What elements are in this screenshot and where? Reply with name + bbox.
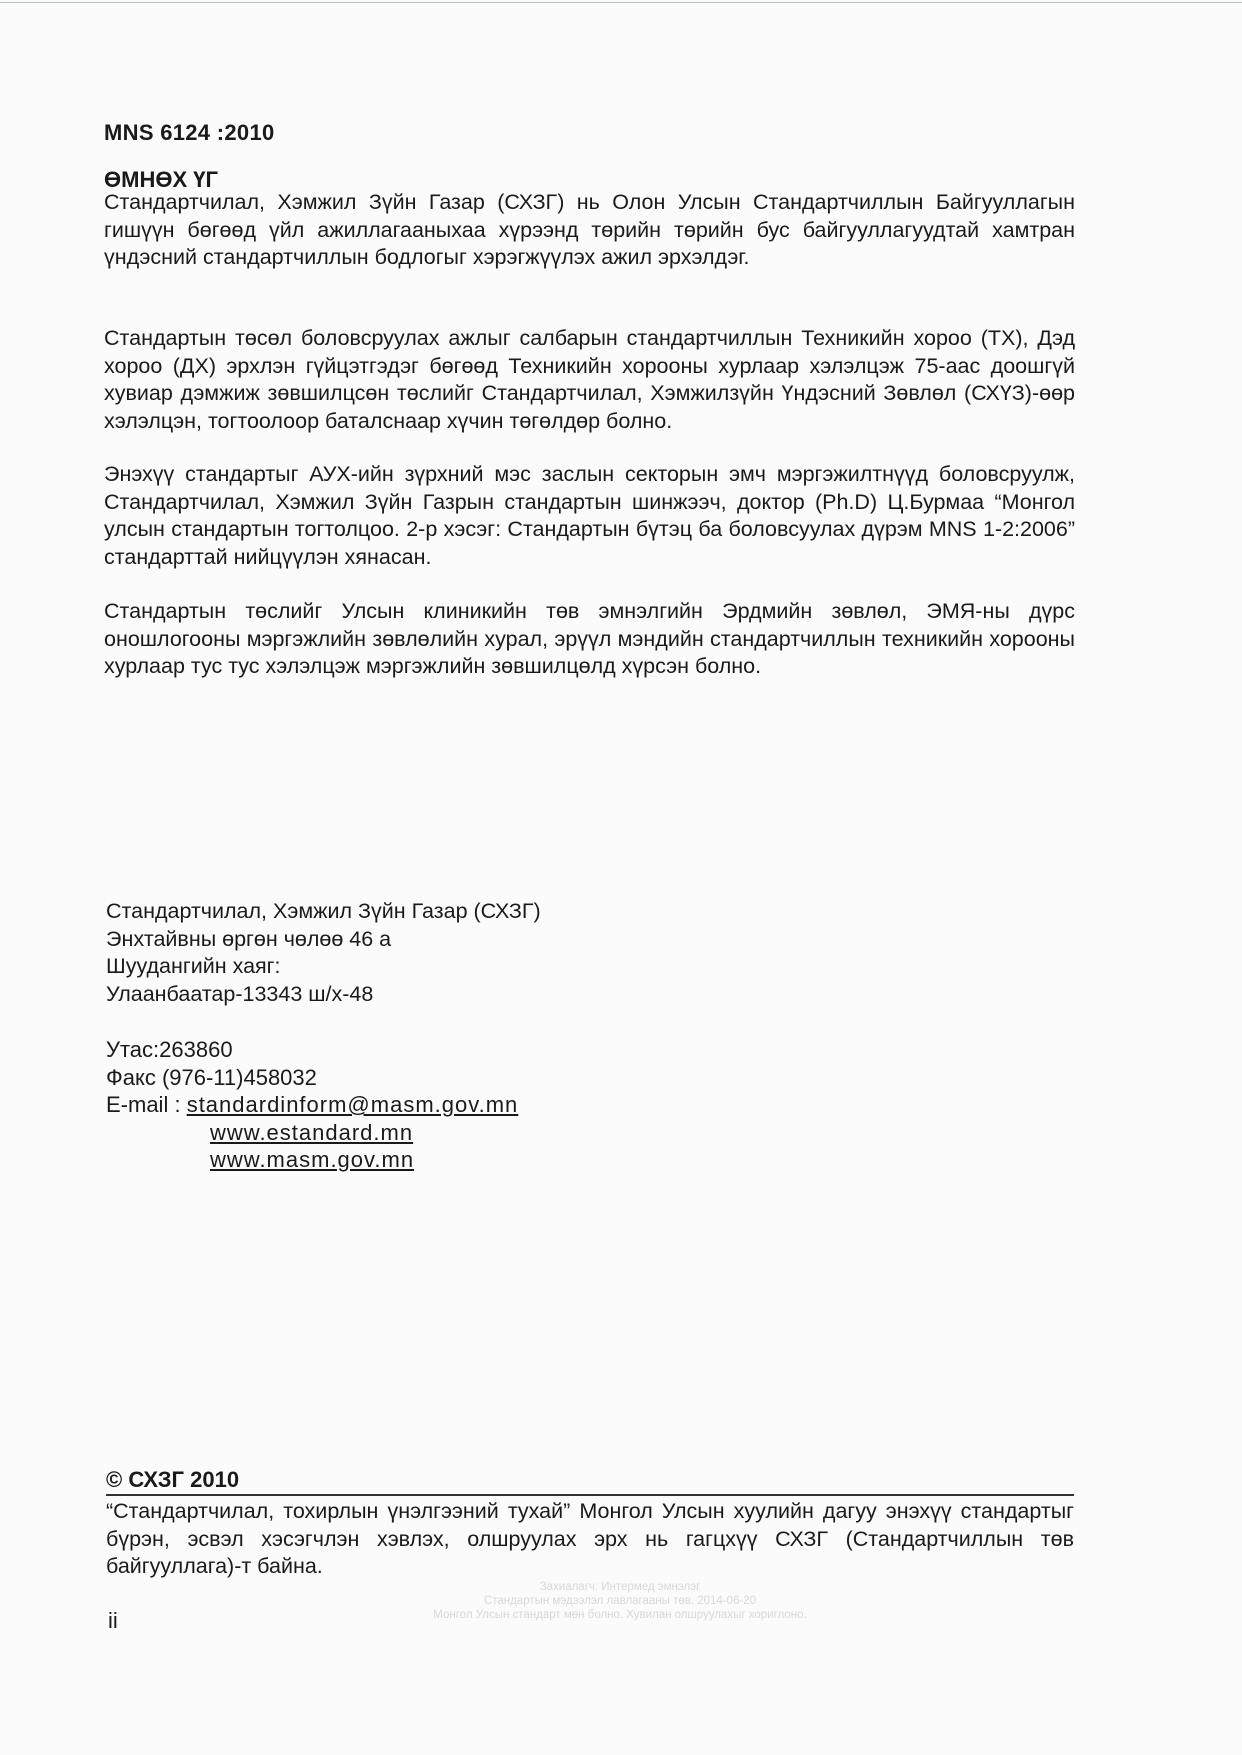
watermark-stamp <box>360 1580 880 1622</box>
address-line: Улаанбаатар-13343 ш/х-48 <box>106 981 374 1006</box>
address-line: Шуудангийн хаяг: <box>106 954 281 978</box>
email-label: E-mail : <box>106 1092 187 1117</box>
website-row <box>106 1146 518 1174</box>
phone-number: Утас:263860 <box>106 1037 233 1062</box>
page-number: ii <box>108 1608 118 1633</box>
foreword-paragraph: Стандартын төсөл боловсруулах ажлыг салбарын стандартчиллын Техникийн хороо (ТХ), Дэд хороо (ДХ) эрхлэн гүйцэтгэдэг бөгөөд Техникийн хорооны хурлаар хэлэлцэж 75-аас доошгүй хувиар дэмжиж зөвшилцсөн төслийг Стандартчилал, Хэмжилзүйн Үндэсний Зөвлөл (СХҮЗ)-өөр хэлэлцэн, тогтоолоор баталснаар хүчин төгөлдөр болно. <box>104 326 1075 433</box>
foreword-heading: ӨМНӨХ ҮГ <box>104 167 218 192</box>
foreword-paragraph: Стандартчилал, Хэмжил Зүйн Газар (СХЗГ) нь Олон Улсын Стандартчиллын Байгууллагын гишүүн бөгөөд үйл ажиллагааныхаа хүрээнд төрийн төрийн бус байгууллагуудтай хамтран үндэсний стандартчиллын бодлогыг хэрэгжүүлэх ажил эрхэлдэг. <box>104 190 1075 269</box>
foreword-paragraph: Стандартын төслийг Улсын клиникийн төв эмнэлгийн Эрдмийн зөвлөл, ЭМЯ-ны дүрс оношлогооны мэргэжлийн зөвлөлийн хурал, эрүүл мэндийн стандартчиллын техникийн хорооны хурлаар тус тус хэлэлцэж мэргэжлийн зөвшилцөлд хүрсэн болно. <box>104 599 1075 678</box>
email-link[interactable]: standardinform@masm.gov.mn <box>186 1092 519 1117</box>
watermark-line: Монгол Улсын стандарт мөн болно. Хувилан олшруулахыг хориглоно. <box>433 1609 807 1621</box>
scan-edge-line <box>0 2 1242 3</box>
organization-address <box>106 898 541 1008</box>
email-row <box>106 1091 518 1119</box>
contact-info <box>106 1036 518 1174</box>
watermark-line: Стандартын мэдээлэл лавлагааны төв. 2014-06-20 <box>483 1595 757 1607</box>
copyright-title: © СХЗГ 2010 <box>106 1467 240 1492</box>
address-line: Стандартчилал, Хэмжил Зүйн Газар (СХЗГ) <box>106 899 541 923</box>
watermark-line: Захиалагч: Интермед эмнэлэг <box>539 1581 701 1593</box>
copyright-notice: “Стандартчилал, тохирлын үнэлгээний тухай” Монгол Улсын хуулийн дагуу энэхүү стандартыг бүрэн, эсвэл хэсэгчлэн хэвлэх, олшруулах эрх нь гагцхүү СХЗГ (Стандартчиллын төв байгууллага)-т байна. <box>106 1499 1074 1578</box>
standard-code: MNS 6124 :2010 <box>104 120 275 145</box>
copyright-divider <box>106 1494 1074 1496</box>
address-line: Энхтайвны өргөн чөлөө 46 а <box>106 926 392 951</box>
website-link-masm[interactable]: www.masm.gov.mn <box>210 1147 415 1172</box>
website-row <box>106 1119 518 1147</box>
foreword-paragraph: Энэхүү стандартыг АУХ-ийн зүрхний мэс заслын секторын эмч мэргэжилтнүүд боловсруулж, Стандартчилал, Хэмжил Зүйн Газрын стандартын шинжээч, доктор (Ph.D) Ц.Бурмаа “Монгол улсын стандартын тогтолцоо. 2-р хэсэг: Стандартын бүтэц ба боловсуулах дүрэм MNS 1-2:2006” стандарттай нийцүүлэн хянасан. <box>104 462 1075 569</box>
website-link-estandard[interactable]: www.estandard.mn <box>210 1119 414 1145</box>
fax-number: Факс (976-11)458032 <box>106 1064 317 1090</box>
